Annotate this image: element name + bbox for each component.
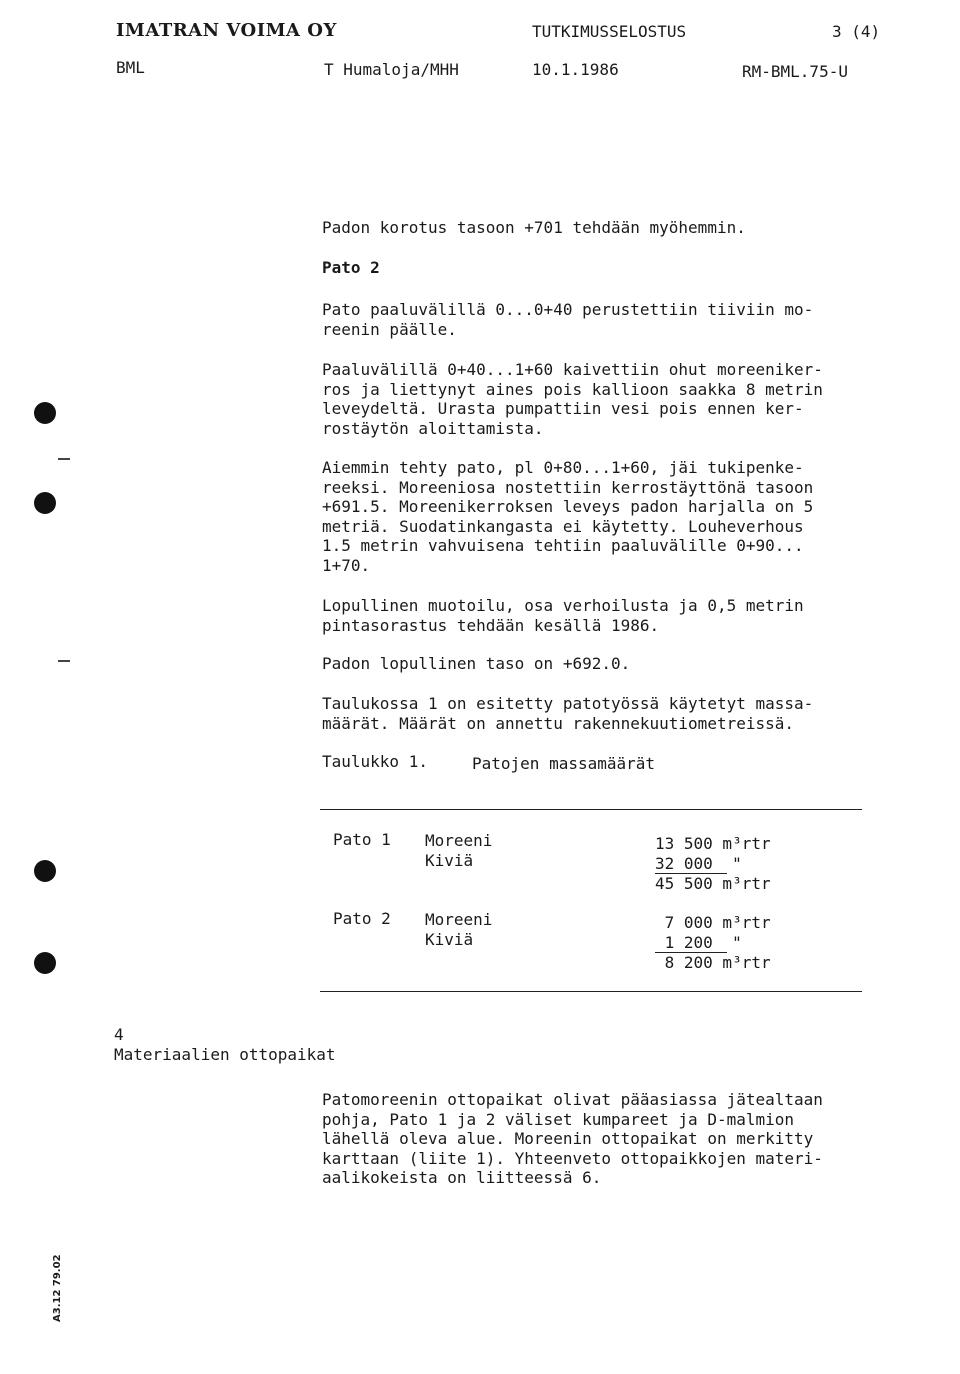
- table-bottom-rule: [320, 991, 862, 992]
- fold-mark: [58, 458, 70, 460]
- fold-mark: [58, 660, 70, 662]
- punch-hole: [34, 952, 56, 974]
- table-row-value: 32 000 ": [655, 854, 742, 873]
- department: BML: [116, 58, 145, 77]
- punch-hole: [34, 860, 56, 882]
- table-row-total: 45 500 m³rtr: [655, 874, 771, 893]
- document-type: TUTKIMUSSELOSTUS: [532, 22, 687, 41]
- table-caption-title: Patojen massamäärät: [472, 754, 656, 773]
- document-date: 10.1.1986: [532, 60, 619, 79]
- table-row-material: Kiviä: [425, 930, 474, 949]
- table-row-value: 13 500 m³rtr: [655, 834, 771, 853]
- paragraph-dam-raise: Padon korotus tasoon +701 tehdään myöhemmin.: [322, 218, 746, 237]
- paragraph-earlier-dam: Aiemmin tehty pato, pl 0+80...1+60, jäi tukipenke- reeksi. Moreeniosa nostettiin kerrostäyttönä tasoon +691.5. Moreenikerroksen leveys padon harjalla on 5 metriä. Suodatinkangasta ei käytetty. Louheverhous 1.5 metrin vahvuisena tehtiin paaluvälille 0+90... 1+70.: [322, 458, 814, 575]
- table-row-total: 8 200 m³rtr: [655, 953, 771, 972]
- section-title: Materiaalien ottopaikat: [114, 1045, 336, 1064]
- paragraph-borrow-areas: Patomoreenin ottopaikat olivat pääasiassa jätealtaan pohja, Pato 1 ja 2 väliset kumpareet ja D-malmion lähellä oleva alue. Moreenin ottopaikat on merkitty karttaan (liite 1). Yhteenveto ottopaikkojen materi- aalikokeista on liitteessä 6.: [322, 1090, 823, 1187]
- table-row-material: Moreeni: [425, 910, 493, 929]
- author: T Humaloja/MHH: [324, 60, 459, 79]
- table-row-dam-label: Pato 1: [333, 830, 391, 849]
- paragraph-final-shaping: Lopullinen muotoilu, osa verhoilusta ja 0,5 metrin pintasorastus tehdään kesällä 1986.: [322, 596, 804, 635]
- table-row-value: 7 000 m³rtr: [655, 913, 771, 932]
- form-code: A3.12 79.02: [52, 1254, 63, 1322]
- document-reference: RM-BML.75-U: [742, 62, 848, 81]
- section-number: 4: [114, 1025, 124, 1044]
- paragraph-excavation: Paaluvälillä 0+40...1+60 kaivettiin ohut moreeniker- ros ja liettynyt aines pois kallioon saakka 8 metrin leveydeltä. Urasta pumpattiin vesi pois ennen ker- rostäytön aloittamista.: [322, 360, 823, 438]
- page-number: 3 (4): [832, 22, 881, 41]
- table-caption-label: Taulukko 1.: [322, 752, 428, 771]
- table-row-value: 1 200 ": [655, 933, 742, 952]
- paragraph-foundation: Pato paaluvälillä 0...0+40 perustettiin tiiviin mo- reenin päälle.: [322, 300, 814, 339]
- punch-hole: [34, 402, 56, 424]
- table-top-rule: [320, 809, 862, 810]
- company-name: IMATRAN VOIMA OY: [116, 20, 337, 41]
- table-row-material: Moreeni: [425, 831, 493, 850]
- heading-pato-2: Pato 2: [322, 258, 380, 277]
- paragraph-final-level: Padon lopullinen taso on +692.0.: [322, 654, 631, 673]
- table-row-dam-label: Pato 2: [333, 909, 391, 928]
- punch-hole: [34, 492, 56, 514]
- table-row-material: Kiviä: [425, 851, 474, 870]
- paragraph-table-intro: Taulukossa 1 on esitetty patotyössä käytetyt massa- määrät. Määrät on annettu rakennekuutiometreissä.: [322, 694, 814, 733]
